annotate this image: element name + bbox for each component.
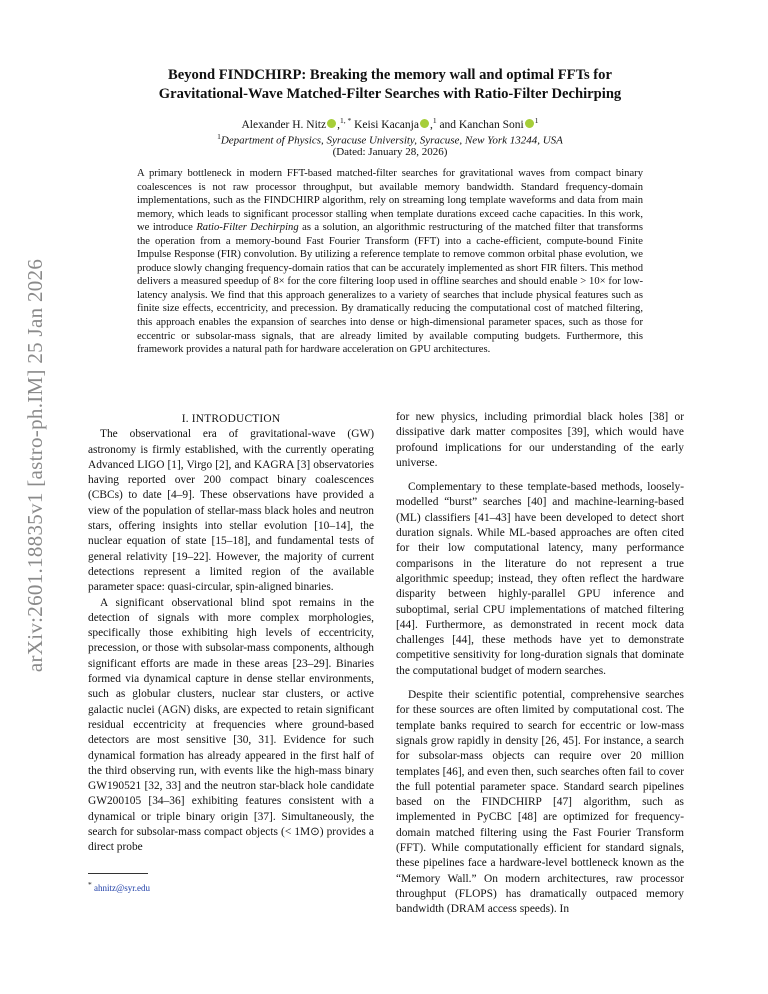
abstract-text-part-2: as a solution, an algorithmic restructuring of the matched filter that transforms the operation from a memory-bound Fast Fourier Transform (FFT) into a cache-efficient, compute-bound Finite Impulse Response (FIR) convolution. By utilizing a reference template to remove common orbital phase evolution, we produce slowly changing frequency-domain ratios that can be accurately implemented as short FIR filters. This method delivers a measured speedup of 8× for the core filtering loop used in offline searches and should enable > 10× for low-latency analysis. We find that this approach generalizes to a variety of searches that include physical features such as finite size effects, eccentricity, and precession. By dramatically reducing the computational cost of matched filtering, this approach enables the expansion of searches into dense or high-dimensional parameter spaces, such as those for eccentric or subsolar-mass signals, that are already limited by available computing budgets. Furthermore, this framework provides a natural path for hardware acceleration on GPU architectures. — [137, 222, 643, 356]
section-heading: I. INTRODUCTION — [181, 413, 281, 425]
affiliation — [90, 132, 690, 147]
orcid-icon[interactable] — [525, 119, 534, 128]
author-name: Alexander H. Nitz — [241, 118, 327, 131]
arxiv-stamp-text: arXiv:2601.18835v1 [astro-ph.IM] 25 Jan 2026 — [23, 258, 48, 672]
author-affiliation-mark: 1 — [432, 116, 437, 125]
abstract-emphasis: Ratio-Filter Dechirping — [196, 222, 299, 234]
paragraph: for new physics, including primordial black holes [38] or dissipative dark matter composites [39], which would have profound implications for our understanding of the early universe. — [396, 411, 684, 469]
author-affiliation-mark: 1, * — [339, 116, 352, 125]
paper-title — [90, 66, 690, 104]
orcid-icon[interactable] — [327, 119, 336, 128]
author-affiliation-mark: 1 — [534, 116, 539, 125]
paragraph: A significant observational blind spot remains in the detection of signals with more complex morphologies, specifically those exhibiting high levels of eccentricity, precession, or those with subsolar-mass components, although significant efforts are made in these areas [23–29]. Binaries formed via dynamical capture in dense stellar environments, such as globular clusters, nuclear star clusters, or active galactic nuclei (AGN) disks, are expected to retain significant residual eccentricity at frequencies where ground-based detectors are most sensitive [30, 31]. Evidence for such dynamical formation has already appeared in the first half of the third observing run, with events like the high-mass binary GW190521 [32, 33] and the neutron star-black hole candidate GW200105 [34–36] exhibiting features consistent with a dynamical or triple binary origin [37]. Simultaneously, the search for subsolar-mass compact objects (< 1M⊙) provides a direct probe — [88, 596, 374, 854]
author-conjunction: and — [439, 118, 457, 131]
paper-date: (Dated: January 28, 2026) — [332, 146, 448, 158]
abstract — [137, 167, 643, 357]
orcid-icon[interactable] — [420, 119, 429, 128]
affiliation-mark: 1 — [217, 132, 221, 141]
author-name: Keisi Kacanja — [354, 118, 419, 131]
paragraph: Despite their scientific potential, comprehensive searches for these sources are often limited by computational cost. The template banks required to search for eccentric or low-mass signals grow rapidly in density [26, 45]. For instance, a search for subsolar-mass objects can require over 20 million templates [46], and even then, such searches often fail to cover the full potential parameter space. Standard search pipelines based on the FINDCHIRP [47] algorithm, such as implemented in PyCBC [48] are optimized for frequency-domain matched filtering using the Fast Fourier Transform (FFT). While computationally efficient for standard signals, these pipelines face a hardware-level bottleneck known as the “Memory Wall.” On modern architectures, raw processor throughput (FLOPS) has dramatically outpaced memory bandwidth (DRAM access speeds). In — [396, 689, 684, 916]
title-line-2: Gravitational-Wave Matched-Filter Searches with Ratio-Filter Dechirping — [158, 86, 622, 102]
paragraph: Complementary to these template-based methods, loosely-modelled “burst” searches [40] and machine-learning-based (ML) classifiers [41–43] have been developed to detect short duration signals. While ML-based approaches are often cited for their low computational latency, many performance comparisons in the literature do not represent a true algorithmic speedup; instead, they often reflect the hardware disparity between highly-parallel GPU inference and suboptimal, serial CPU implementations of matched filtering [44]. Furthermore, as demonstrated in recent mock data challenges [44], these methods have yet to demonstrate competitive sensitivity for long-duration signals that dominate the computational budget of modern searches. — [396, 481, 684, 677]
footnote-rule — [88, 873, 148, 874]
title-line-1: Beyond FINDCHIRP: Breaking the memory wall and optimal FFTs for — [168, 67, 612, 83]
right-column — [396, 410, 684, 918]
abstract-text-part-1: A primary bottleneck in modern FFT-based matched-filter searches for gravitational waves from compact binary coalescences is not raw processor throughput, but available memory bandwidth. Standard frequency-domain implementations, such as the FINDCHIRP algorithm, rely on streaming long template waveforms and data from main memory, which leads to significant processor stalling when template durations exceed cache capacities. In this work, we introduce — [137, 168, 643, 234]
footnote — [88, 880, 150, 893]
affiliation-text: Department of Physics, Syracuse University, Syracuse, New York 13244, USA — [220, 134, 563, 147]
arxiv-identifier-stamp — [6, 230, 66, 700]
author-name: Kanchan Soni — [458, 118, 524, 131]
footnote-mark: * — [88, 880, 92, 889]
email-link[interactable]: ahnitz@syr.edu — [94, 883, 151, 893]
left-column — [88, 412, 374, 856]
paragraph: The observational era of gravitational-wave (GW) astronomy is firmly established, with the currently operating Advanced LIGO [1], Virgo [2], and KAGRA [3] observatories having reported over 200 compact binary coalescences (CBCs) to date [4–9]. These observations have provided a view of the population of stellar-mass black holes and neutron stars, offering insights into stellar evolution [10–14], the nuclear equation of state [15–18], and fundamental tests of general relativity [19–22]. However, the majority of current detections represent a limited region of the available parameter space: quasi-circular, spin-aligned binaries. — [88, 428, 374, 594]
author-list: Alexander H. Nitz ,$^{1, *}$ Keisi Kacanja ,$^1$ and Kanchan Soni $^1$ — [241, 116, 539, 131]
